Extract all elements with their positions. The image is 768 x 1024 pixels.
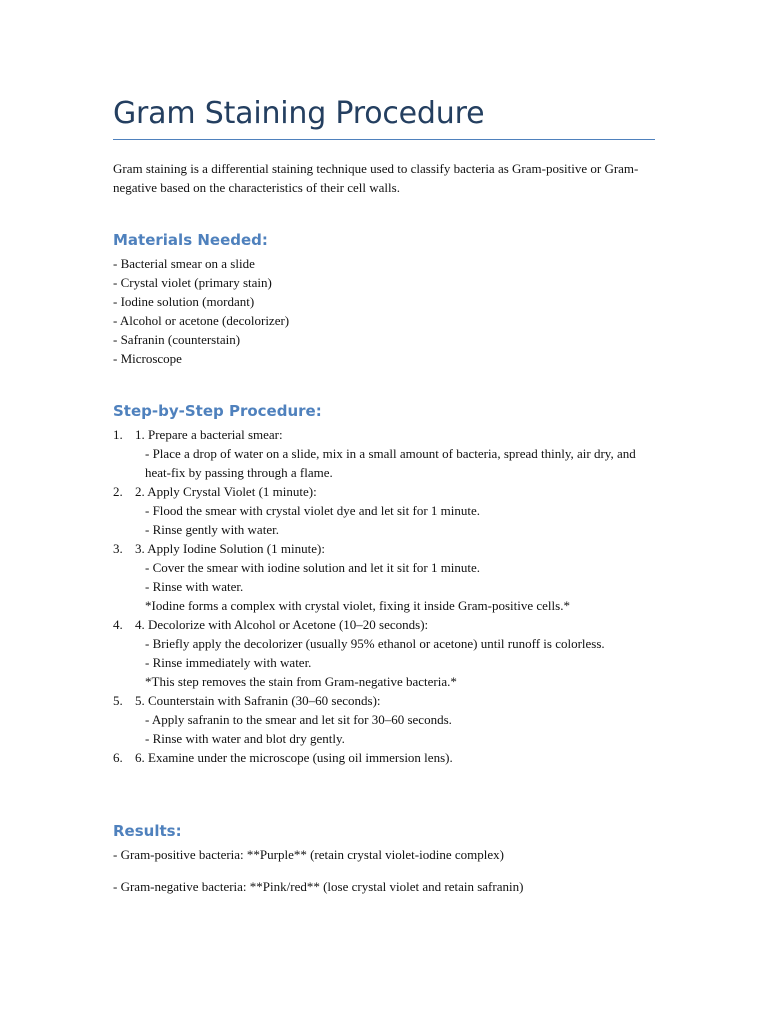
step-number: 4.	[113, 617, 123, 632]
result-gram-negative: - Gram-negative bacteria: **Pink/red** (lose crystal violet and retain safranin)	[113, 879, 524, 894]
materials-heading: Materials Needed:	[113, 231, 268, 249]
title-underline	[113, 139, 655, 140]
step-detail: - Cover the smear with iodine solution and let it sit for 1 minute.	[145, 560, 481, 575]
materials-item: - Bacterial smear on a slide	[113, 256, 255, 271]
step-detail: - Rinse with water.	[145, 579, 244, 594]
step-note: *This step removes the stain from Gram-negative bacteria.*	[145, 674, 457, 689]
procedure-step-1	[113, 425, 655, 482]
step-title: 3. Apply Iodine Solution (1 minute):	[135, 541, 325, 556]
procedure-heading: Step-by-Step Procedure:	[113, 402, 322, 420]
step-detail: - Rinse immediately with water.	[145, 655, 312, 670]
procedure-step-2	[113, 482, 655, 539]
results-heading: Results:	[113, 822, 182, 840]
step-detail: - Place a drop of water on a slide, mix in a small amount of bacteria, spread thinly, air dry, and heat-fix by passing through a flame.	[145, 446, 636, 480]
procedure-step-4	[113, 615, 655, 691]
procedure-step-5	[113, 691, 655, 748]
step-number: 3.	[113, 541, 123, 556]
document-title: Gram Staining Procedure	[113, 96, 485, 131]
step-title: 4. Decolorize with Alcohol or Acetone (10–20 seconds):	[135, 617, 429, 632]
materials-item: - Iodine solution (mordant)	[113, 294, 255, 309]
materials-item: - Microscope	[113, 351, 182, 366]
step-title: 1. Prepare a bacterial smear:	[135, 427, 283, 442]
step-number: 6.	[113, 750, 123, 765]
step-detail: - Rinse with water and blot dry gently.	[145, 731, 345, 746]
step-number: 5.	[113, 693, 123, 708]
step-title: 5. Counterstain with Safranin (30–60 seconds):	[135, 693, 381, 708]
intro-paragraph: Gram staining is a differential staining technique used to classify bacteria as Gram-positive or Gram-negative based on the characteristics of their cell walls.	[113, 161, 639, 195]
step-detail: - Flood the smear with crystal violet dye and let sit for 1 minute.	[145, 503, 481, 518]
materials-item: - Safranin (counterstain)	[113, 332, 241, 347]
procedure-step-3	[113, 539, 655, 615]
materials-item: - Alcohol or acetone (decolorizer)	[113, 313, 290, 328]
materials-list	[113, 254, 655, 368]
materials-item: - Crystal violet (primary stain)	[113, 275, 272, 290]
step-detail: - Apply safranin to the smear and let sit for 30–60 seconds.	[145, 712, 452, 727]
step-title: 2. Apply Crystal Violet (1 minute):	[135, 484, 317, 499]
procedure-step-6	[113, 748, 655, 767]
step-note: *Iodine forms a complex with crystal violet, fixing it inside Gram-positive cells.*	[145, 598, 570, 613]
result-gram-positive: - Gram-positive bacteria: **Purple** (retain crystal violet-iodine complex)	[113, 847, 504, 862]
step-detail: - Briefly apply the decolorizer (usually 95% ethanol or acetone) until runoff is colorless.	[145, 636, 605, 651]
procedure-steps-list	[113, 425, 655, 767]
step-number: 2.	[113, 484, 123, 499]
step-number: 1.	[113, 427, 123, 442]
step-detail: - Rinse gently with water.	[145, 522, 279, 537]
step-title: 6. Examine under the microscope (using oil immersion lens).	[135, 750, 453, 765]
